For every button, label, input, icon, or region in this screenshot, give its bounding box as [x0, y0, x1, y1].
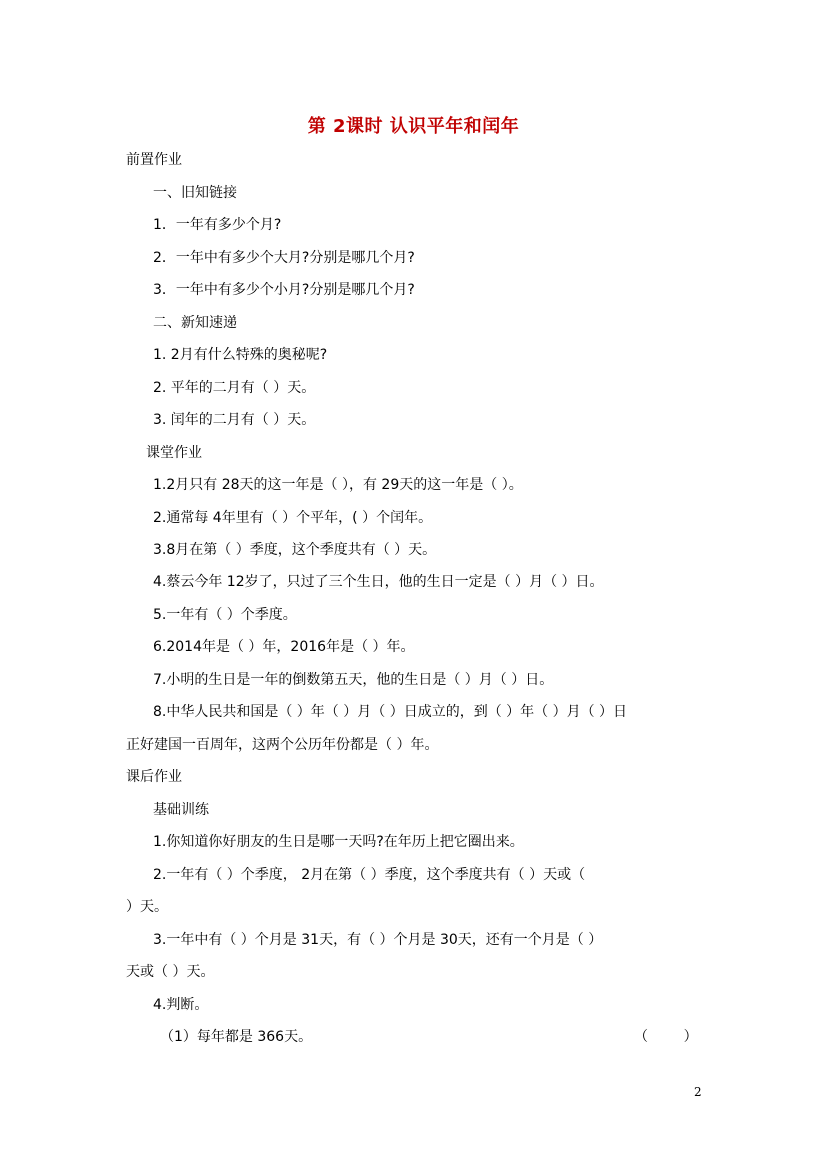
judge-answer-blank: （ ）	[634, 1029, 698, 1045]
section-heading-class: 课堂作业	[146, 445, 202, 461]
question-item: 3．一年中有多少个小月?分别是哪几个月?	[153, 282, 415, 298]
question-item: 1．一年有多少个月?	[153, 217, 282, 233]
subsection-heading-review: 一、旧知链接	[153, 185, 237, 201]
page-title: 第 2课时 认识平年和闰年	[307, 116, 520, 137]
judge-item: （1）每年都是 366天。	[160, 1029, 313, 1045]
question-item: 1.你知道你好朋友的生日是哪一天吗?在年历上把它圈出来。	[153, 834, 524, 850]
section-heading-after: 课后作业	[126, 769, 182, 785]
question-item: 2.通常每 4年里有（ ）个平年，( ）个闰年。	[153, 510, 433, 526]
question-item-continuation: ）天。	[126, 899, 168, 915]
question-item: 4.蔡云今年 12岁了，只过了三个生日，他的生日一定是（ ）月（ ）日。	[153, 574, 604, 590]
question-item: 5.一年有（ ）个季度。	[153, 607, 297, 623]
page-number: 2	[694, 1085, 702, 1099]
subsection-heading-new: 二、新知速递	[153, 315, 237, 331]
question-item: 2.一年有（ ）个季度， 2月在第（ ）季度，这个季度共有（ ）天或（	[153, 867, 586, 883]
subsection-heading-basic: 基础训练	[153, 802, 209, 818]
question-item: 8.中华人民共和国是（ ）年（ ）月（ ）日成立的，到（ ）年（ ）月（ ）日	[153, 704, 628, 720]
section-heading-pre: 前置作业	[126, 152, 182, 168]
question-item: 1.2月只有 28天的这一年是（ ），有 29天的这一年是（ ）。	[153, 477, 523, 493]
question-item: 1. 2月有什么特殊的奥秘呢?	[153, 347, 328, 363]
question-item: 7.小明的生日是一年的倒数第五天，他的生日是（ ）月（ ）日。	[153, 672, 554, 688]
question-item-continuation: 天或（ ）天。	[126, 964, 215, 980]
question-item: 2. 平年的二月有（ ）天。	[153, 380, 316, 396]
question-item: 3.一年中有（ ）个月是 31天，有（ ）个月是 30天，还有一个月是（ ）	[153, 932, 603, 948]
question-item: 3.8月在第（ ）季度，这个季度共有（ ）天。	[153, 542, 437, 558]
question-item: 3. 闰年的二月有（ ）天。	[153, 412, 316, 428]
question-item: 6.2014年是（ ）年，2016年是（ ）年。	[153, 639, 415, 655]
question-item: 4.判断。	[153, 997, 209, 1013]
question-item-continuation: 正好建国一百周年，这两个公历年份都是（ ）年。	[126, 737, 439, 753]
question-item: 2．一年中有多少个大月?分别是哪几个月?	[153, 250, 415, 266]
